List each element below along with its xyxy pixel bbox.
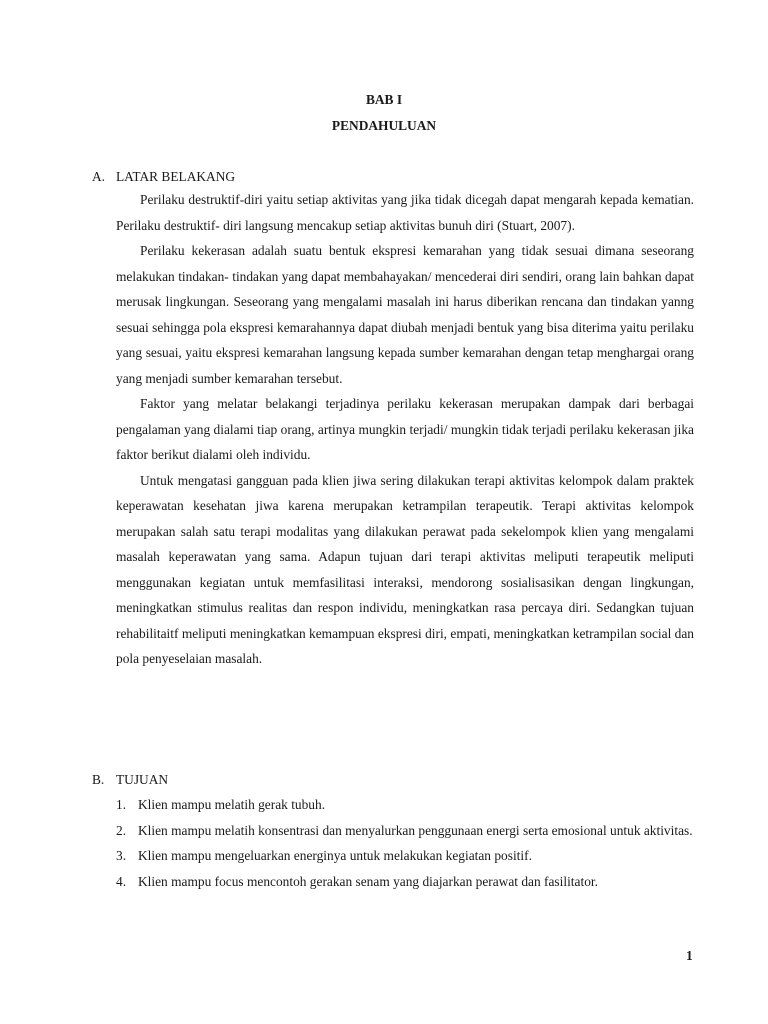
section-a-letter: A. bbox=[92, 169, 106, 184]
paragraph: Perilaku kekerasan adalah suatu bentuk ekspresi kemarahan yang tidak sesuai dimana seseorang melakukan tindakan- tindakan yang dapat membahayakan/ mencederai diri sendiri, orang lain bahkan dapat merusak lingkungan. Seseorang yang mengalami masalah ini harus diberikan rencana dan tindakan yanng sesuai sehingga pola ekspresi kemarahannya dapat diubah menjadi bentuk yang bisa diterima yaitu perilaku yang sesuai, yaitu ekspresi kemarahan langsung kepada sumber kemarahan dengan tetap menghargai orang yang menjadi sumber kemarahan tersebut. bbox=[116, 243, 694, 386]
list-number: 2. bbox=[116, 822, 127, 838]
section-a-heading bbox=[92, 169, 235, 185]
list-text: Klien mampu melatih gerak tubuh. bbox=[138, 797, 326, 812]
list-text: Klien mampu melatih konsentrasi dan menyalurkan penggunaan energi serta emosional untuk aktivitas. bbox=[138, 822, 693, 838]
page-number: 1 bbox=[686, 948, 693, 963]
section-b-title: TUJUAN bbox=[116, 772, 169, 787]
section-b-heading bbox=[92, 772, 168, 788]
objectives-list bbox=[116, 792, 694, 894]
list-item bbox=[116, 843, 694, 869]
chapter-title: PENDAHULUAN bbox=[331, 118, 437, 133]
list-text: Klien mampu focus mencontoh gerakan senam yang diajarkan perawat dan fasilitator. bbox=[138, 873, 598, 889]
section-a-title: LATAR BELAKANG bbox=[116, 169, 236, 184]
list-item bbox=[116, 818, 694, 844]
list-number: 4. bbox=[116, 873, 127, 889]
paragraph: Perilaku destruktif-diri yaitu setiap aktivitas yang jika tidak dicegah dapat mengarah kepada kematian. Perilaku destruktif- diri langsung mencakup setiap aktivitas bunuh diri (Stuart, 2007). bbox=[116, 192, 694, 233]
list-number: 1. bbox=[116, 797, 127, 812]
section-a-body bbox=[116, 187, 694, 672]
paragraph: Faktor yang melatar belakangi terjadinya perilaku kekerasan merupakan dampak dari berbagai pengalaman yang dialami tiap orang, artinya mungkin terjadi/ mungkin tidak terjadi perilaku kekerasan jika faktor berikut dialami oleh individu. bbox=[116, 396, 694, 462]
list-item bbox=[116, 869, 694, 895]
paragraph: Untuk mengatasi gangguan pada klien jiwa sering dilakukan terapi aktivitas kelompok dalam praktek keperawatan kesehatan jiwa karena merupakan ketrampilan terapeutik. Terapi aktivitas kelompok merupakan salah satu terapi modalitas yang dilakukan perawat pada sekelompok klien yang mengalami masalah keperawatan yang sama. Adapun tujuan dari terapi aktivitas meliputi terapeutik meliputi menggunakan kegiatan untuk memfasilitasi interaksi, mendorong sosialisasikan dengan lingkungan, meningkatkan stimulus realitas dan respon individu, meningkatkan rasa percaya diri. Sedangkan tujuan rehabilitaitf meliputi meningkatkan kemampuan ekspresi diri, empati, meningkatkan ketrampilan social dan pola penyeselaian masalah. bbox=[116, 472, 694, 666]
section-b-letter: B. bbox=[92, 772, 105, 787]
list-item bbox=[116, 792, 694, 818]
chapter-number: BAB I bbox=[365, 92, 403, 107]
list-text: Klien mampu mengeluarkan energinya untuk melakukan kegiatan positif. bbox=[138, 848, 532, 863]
list-number: 3. bbox=[116, 848, 127, 863]
